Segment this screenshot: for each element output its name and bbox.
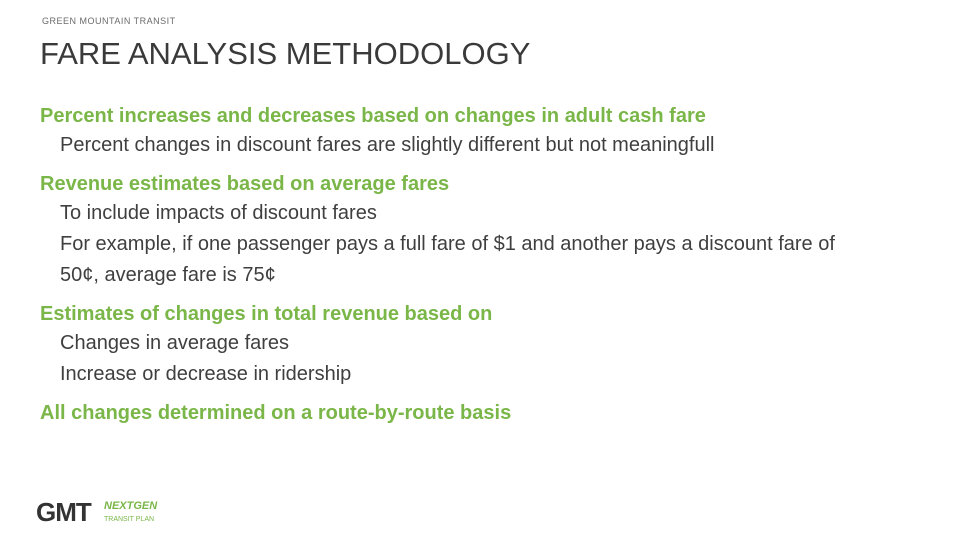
bullet-item: For example, if one passenger pays a full fare of $1 and another pays a discount fare of 50¢, average fare is 75¢ — [60, 233, 835, 286]
section-heading: Estimates of changes in total revenue based on — [40, 303, 493, 325]
section-1 — [40, 102, 920, 161]
bullet-item: To include impacts of discount fares — [60, 202, 377, 224]
section-3 — [40, 300, 920, 390]
bullet-item: Changes in average fares — [60, 332, 290, 354]
section-heading: Percent increases and decreases based on changes in adult cash fare — [40, 105, 706, 127]
section-heading: All changes determined on a route-by-route basis — [40, 402, 512, 424]
org-name: GREEN MOUNTAIN TRANSIT — [42, 16, 176, 26]
logo-text: GMT — [36, 497, 91, 525]
bullet-item: Percent changes in discount fares are slightly different but not meaningfull — [60, 134, 715, 156]
bullet-item: Increase or decrease in ridership — [60, 363, 352, 385]
logo-subtext: TRANSIT PLAN — [104, 516, 155, 523]
section-4 — [40, 399, 920, 427]
page-title: FARE ANALYSIS METHODOLOGY — [40, 36, 531, 71]
section-heading: Revenue estimates based on average fares — [40, 173, 450, 195]
logo-subtext: NEXTGEN — [104, 500, 158, 512]
content-body — [40, 102, 920, 436]
section-2 — [40, 170, 920, 291]
gmt-logo — [36, 497, 166, 525]
